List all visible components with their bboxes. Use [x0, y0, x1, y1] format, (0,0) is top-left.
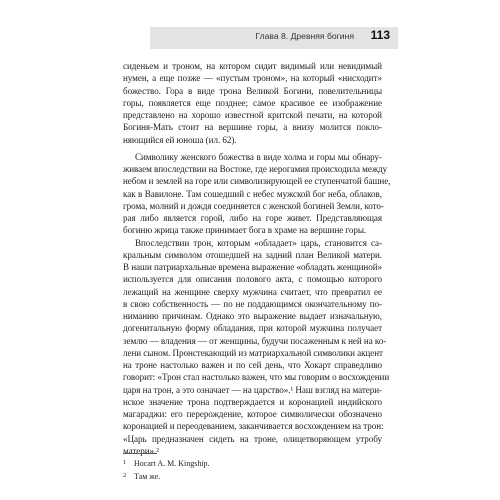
- text-line: землю — владения — от женщины, будучи посаженным к ней на ко-: [123, 335, 387, 346]
- text-line: богиню жрица также принимает бога в храме на вершине горы.: [123, 225, 367, 236]
- text-line: на троне настолько важен и по сей день, что Хокарт справедливо: [123, 360, 382, 370]
- text-line: ниманию причинам. Однако это выражение выдает изначальную,: [123, 311, 382, 321]
- footnotes: [123, 457, 382, 484]
- text-line: В наши патриархальные времена выражение «обладать женщиной»: [123, 262, 382, 272]
- text-line: используется для описания полового акта, с помощью которого: [123, 274, 382, 285]
- text-line: няющийся ей юноша (ил. 62).: [123, 134, 237, 145]
- text-line: коронацией и переодеванием, заканчивается восхождением на трон:: [123, 421, 384, 432]
- running-head: Глава 8. Древняя богиня: [255, 31, 354, 41]
- text-line: кральным символом отошедшей на задний план Великой матери.: [123, 249, 382, 260]
- text-line: горы, появляется еще позднее; самое красивое ее изображение: [123, 97, 382, 108]
- footnote-2: [123, 470, 382, 483]
- paragraph-1: [123, 60, 382, 146]
- footnote-divider: [123, 453, 157, 454]
- text-line: лени сыном. Пронстекающий из матриархальной символики акцент: [123, 347, 383, 358]
- text-line: магараджи: его перерождение, которое символически обозначено: [123, 409, 382, 419]
- text-line: Символику женского божества в виде холма и горы мы обнару-: [135, 151, 382, 162]
- body-text: [123, 60, 391, 457]
- footnote-1: [123, 457, 382, 470]
- text-line: грома, молний и дождя соединяется с женской богиней Земли, кото-: [123, 200, 384, 211]
- footnote-text: Там же.: [134, 472, 161, 482]
- text-line: догенитальную форму обладания, при которой мужчина получает: [123, 323, 382, 334]
- page-number: 113: [370, 28, 390, 42]
- paragraph-3: [123, 237, 390, 458]
- paragraph-2: [123, 151, 391, 237]
- text-line: говорит: «Трон стал настолько важен, что мы говорим о восхождении: [123, 372, 390, 383]
- text-line: небом и землей на горе или символизирующей ее ступенчатой башне,: [123, 176, 391, 187]
- footnote-number: 1: [123, 459, 127, 466]
- footnote-number: 2: [123, 472, 127, 480]
- text-line: в свою собственность — по не поддающимся окончательному по-: [123, 298, 382, 309]
- text-line: нское значение трона подтверждается и коронацией индийского: [123, 396, 382, 407]
- text-line: сиденьем и троном, на котором сидит видимый или невидимый: [123, 61, 382, 71]
- text-line: живаем впоследствии на Востоке, где иерогамия происходила между: [123, 164, 388, 174]
- text-line: представлено на хорошо известной критской печати, на которой: [123, 110, 382, 120]
- text-line: Богиня-Мать стоит на вершине горы, а внизу молится покло-: [123, 122, 382, 133]
- text-line: царя на трон, а это означает — на царство».¹ Наш взгляд на матери-: [123, 384, 382, 395]
- text-line: как в Вавилоне. Там сошедший с небес мужской бог неба, облаков,: [123, 188, 382, 199]
- text-line: матери».²: [123, 445, 159, 456]
- page-header: [150, 27, 398, 49]
- text-line: божество. Гора в виде трона Великой Богини, повелительницы: [123, 85, 382, 96]
- text-line: лежащий на женщине сверху мужчина считает, что превратил ее: [123, 286, 382, 297]
- footnote-text: Hocart A. M. Kingship.: [134, 459, 210, 468]
- text-line: нумен, а еще позже — «пустым троном», на который «нисходит»: [123, 73, 382, 84]
- text-line: «Царь предназначен сидеть на троне, олицетворяющем утробу: [123, 433, 382, 444]
- text-line: Впоследствии трон, которым «обладает» царь, становится са-: [135, 237, 382, 248]
- text-line: рая либо является горой, либо на горе живет. Представляющая: [123, 213, 382, 223]
